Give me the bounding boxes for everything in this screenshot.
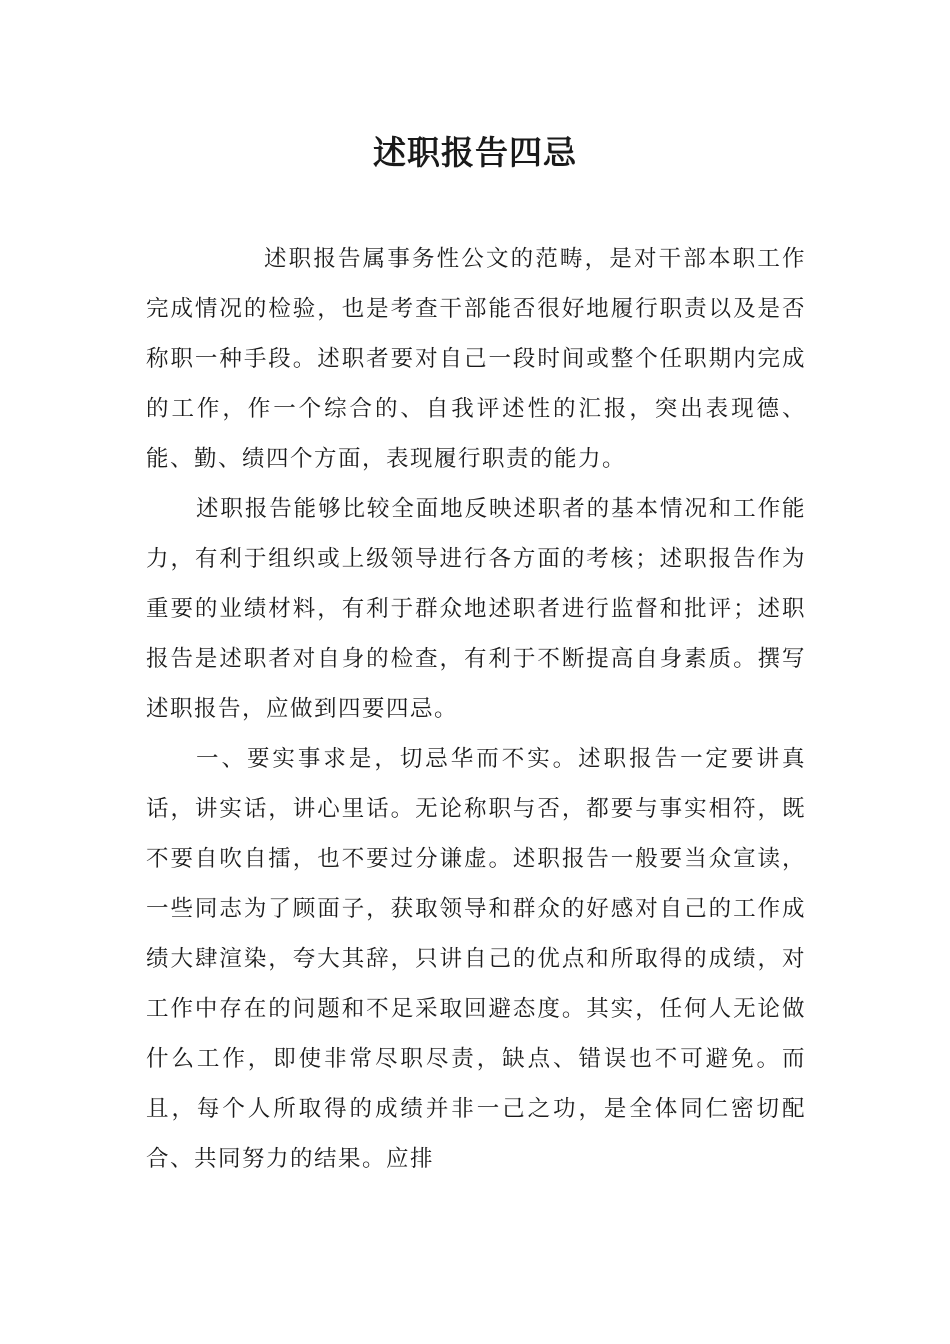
document-body xyxy=(146,234,806,1184)
paragraph-intro: 述职报告属事务性公文的范畴，是对干部本职工作完成情况的检验，也是考查干部能否很好地履行职责以及是否称职一种手段。述职者要对自己一段时间或整个任职期内完成的工作，作一个综合的、自我评述性的汇报，突出表现德、能、勤、绩四个方面，表现履行职责的能力。 xyxy=(146,246,806,472)
paragraph-purpose: 述职报告能够比较全面地反映述职者的基本情况和工作能力，有利于组织或上级领导进行各方面的考核；述职报告作为重要的业绩材料，有利于群众地述职者进行监督和批评；述职报告是述职者对自身的检查，有利于不断提高自身素质。撰写述职报告，应做到四要四忌。 xyxy=(146,496,806,722)
paragraph-point-one: 一、要实事求是，切忌华而不实。述职报告一定要讲真话，讲实话，讲心里话。无论称职与否，都要与事实相符，既不要自吹自擂，也不要过分谦虚。述职报告一般要当众宣读，一些同志为了顾面子，获取领导和群众的好感对自己的工作成绩大肆渲染，夸大其辞，只讲自己的优点和所取得的成绩，对工作中存在的问题和不足采取回避态度。其实，任何人无论做什么工作，即使非常尽职尽责，缺点、错误也不可避免。而且，每个人所取得的成绩并非一己之功，是全体同仁密切配合、共同努力的结果。应排 xyxy=(146,746,806,1172)
document-title: 述职报告四忌 xyxy=(373,133,577,172)
